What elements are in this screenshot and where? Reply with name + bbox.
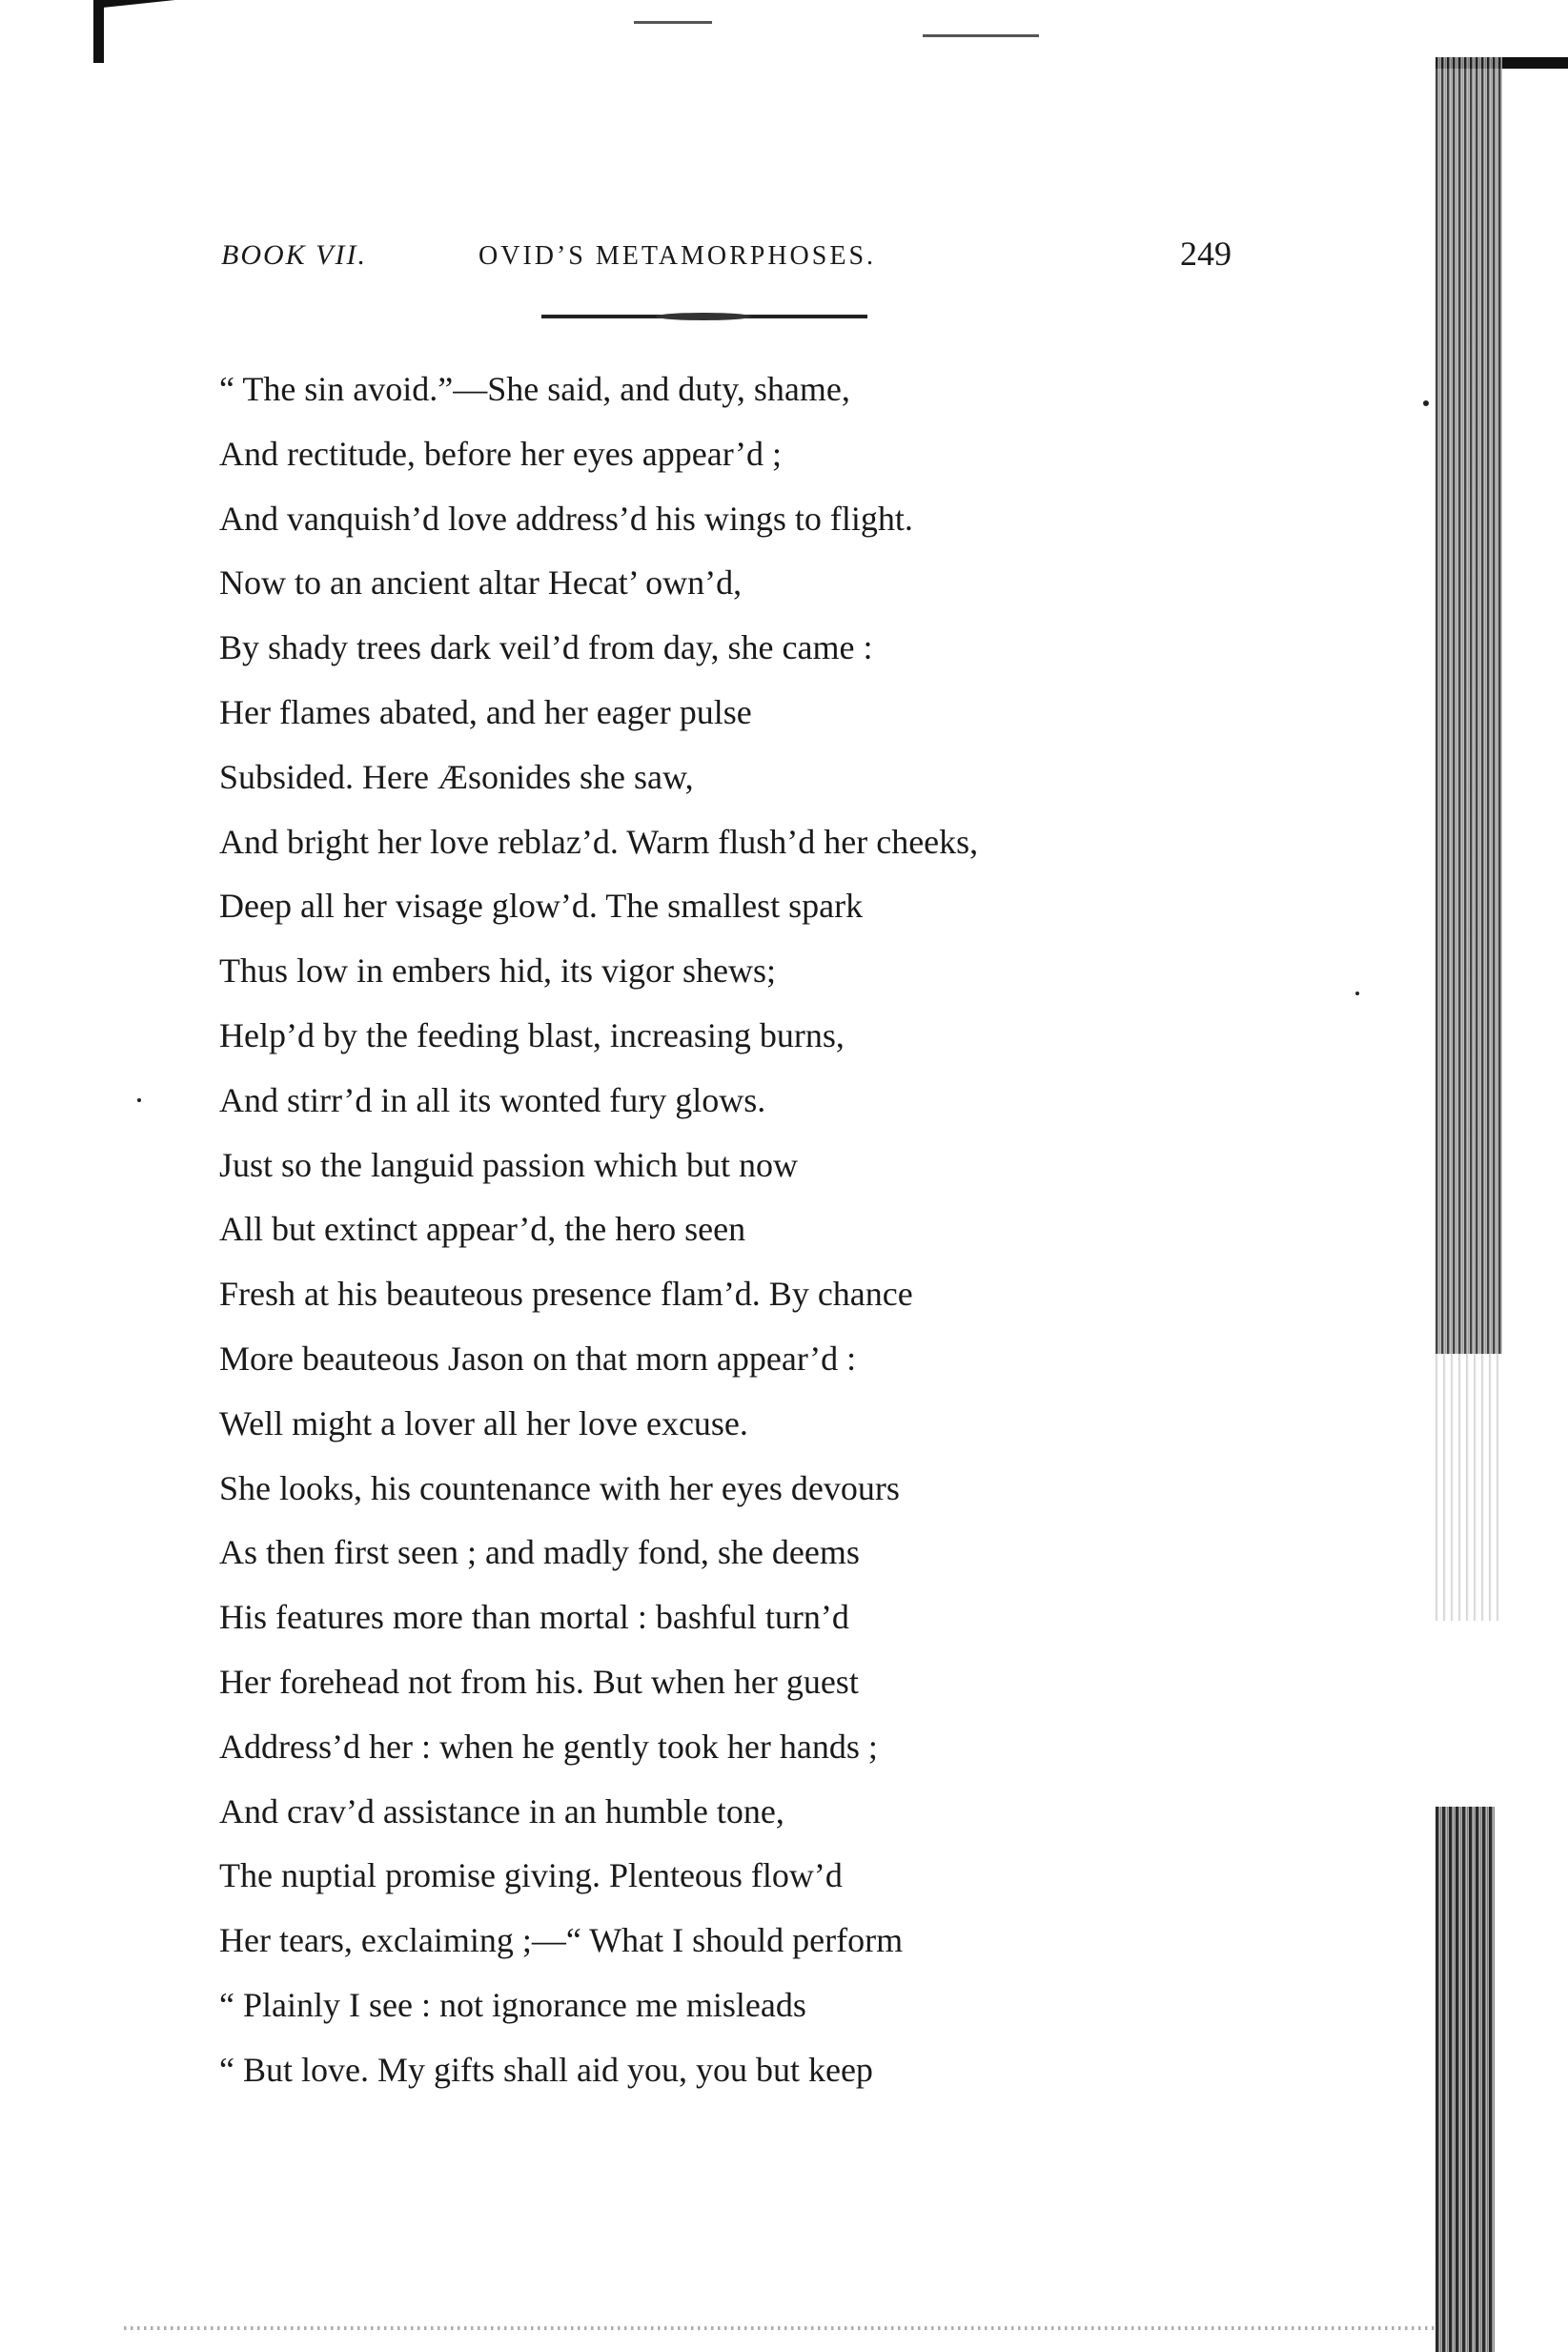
poem-line: The nuptial promise giving. Plenteous flow’d <box>219 1856 843 1895</box>
ink-speck <box>137 1098 141 1102</box>
poem-line: Well might a lover all her love excuse. <box>219 1403 748 1442</box>
poem-line: And stirr’d in all its wonted fury glows. <box>219 1080 766 1119</box>
poem-line: “ But love. My gifts shall aid you, you but keep <box>219 2050 873 2089</box>
poem-line: Deep all her visage glow’d. The smallest spark <box>219 887 864 926</box>
running-head <box>221 234 1232 281</box>
crop-corner-mark <box>93 0 185 63</box>
poem-line: Thus low in embers hid, its vigor shews; <box>219 951 776 991</box>
poem-line: Fresh at his beauteous presence flam’d. By chance <box>219 1275 913 1314</box>
poem-line: And vanquish’d love address’d his wings to flight. <box>219 499 913 538</box>
poem-line: Now to an ancient altar Hecat’ own’d, <box>219 563 743 603</box>
top-scan-mark <box>923 34 1039 37</box>
ink-speck <box>1355 992 1359 995</box>
poem-text <box>219 358 1191 2103</box>
poem-line: She looks, his countenance with her eyes devours <box>219 1468 900 1507</box>
poem-line: His features more than mortal : bashful turn’d <box>219 1598 849 1637</box>
poem-line: As then first seen ; and madly fond, she deems <box>219 1533 860 1572</box>
poem-line: And crav’d assistance in an humble tone, <box>219 1791 784 1830</box>
header-rule <box>541 315 867 318</box>
poem-line: All but extinct appear’d, the hero seen <box>219 1210 746 1249</box>
running-title: OVID’S METAMORPHOSES. <box>479 241 877 271</box>
poem-line: Her tears, exclaiming ;—“ What I should perform <box>219 1921 904 1960</box>
poem-line: More beauteous Jason on that morn appear’d : <box>219 1339 857 1378</box>
poem-line: Her flames abated, and her eager pulse <box>219 692 752 731</box>
top-scan-mark <box>634 21 712 24</box>
page-number: 249 <box>1180 235 1232 273</box>
poem-line: And rectitude, before her eyes appear’d ; <box>219 434 783 473</box>
book-label: BOOK VII. <box>221 239 367 271</box>
poem-line: Her forehead not from his. But when her guest <box>219 1662 859 1701</box>
poem-line: Address’d her : when he gently took her hands ; <box>219 1727 878 1766</box>
ink-speck <box>1423 400 1429 406</box>
poem-line: “ Plainly I see : not ignorance me misleads <box>219 1985 806 2024</box>
poem-line: And bright her love reblaz’d. Warm flush’d her cheeks, <box>219 822 979 861</box>
poem-line: “ The sin avoid.”—She said, and duty, shame, <box>219 370 850 408</box>
binding-edge-fade <box>1436 1354 1502 1621</box>
poem-line: Help’d by the feeding blast, increasing burns, <box>219 1015 845 1054</box>
binding-edge-shadow <box>1436 57 1502 1354</box>
poem-line: Subsided. Here Æsonides she saw, <box>219 757 694 796</box>
bottom-scan-noise <box>124 2326 1439 2330</box>
poem-line: By shady trees dark veil’d from day, she came : <box>219 628 873 667</box>
poem-line: Just so the languid passion which but now <box>219 1145 798 1184</box>
binding-edge-shadow <box>1436 1807 1495 2352</box>
